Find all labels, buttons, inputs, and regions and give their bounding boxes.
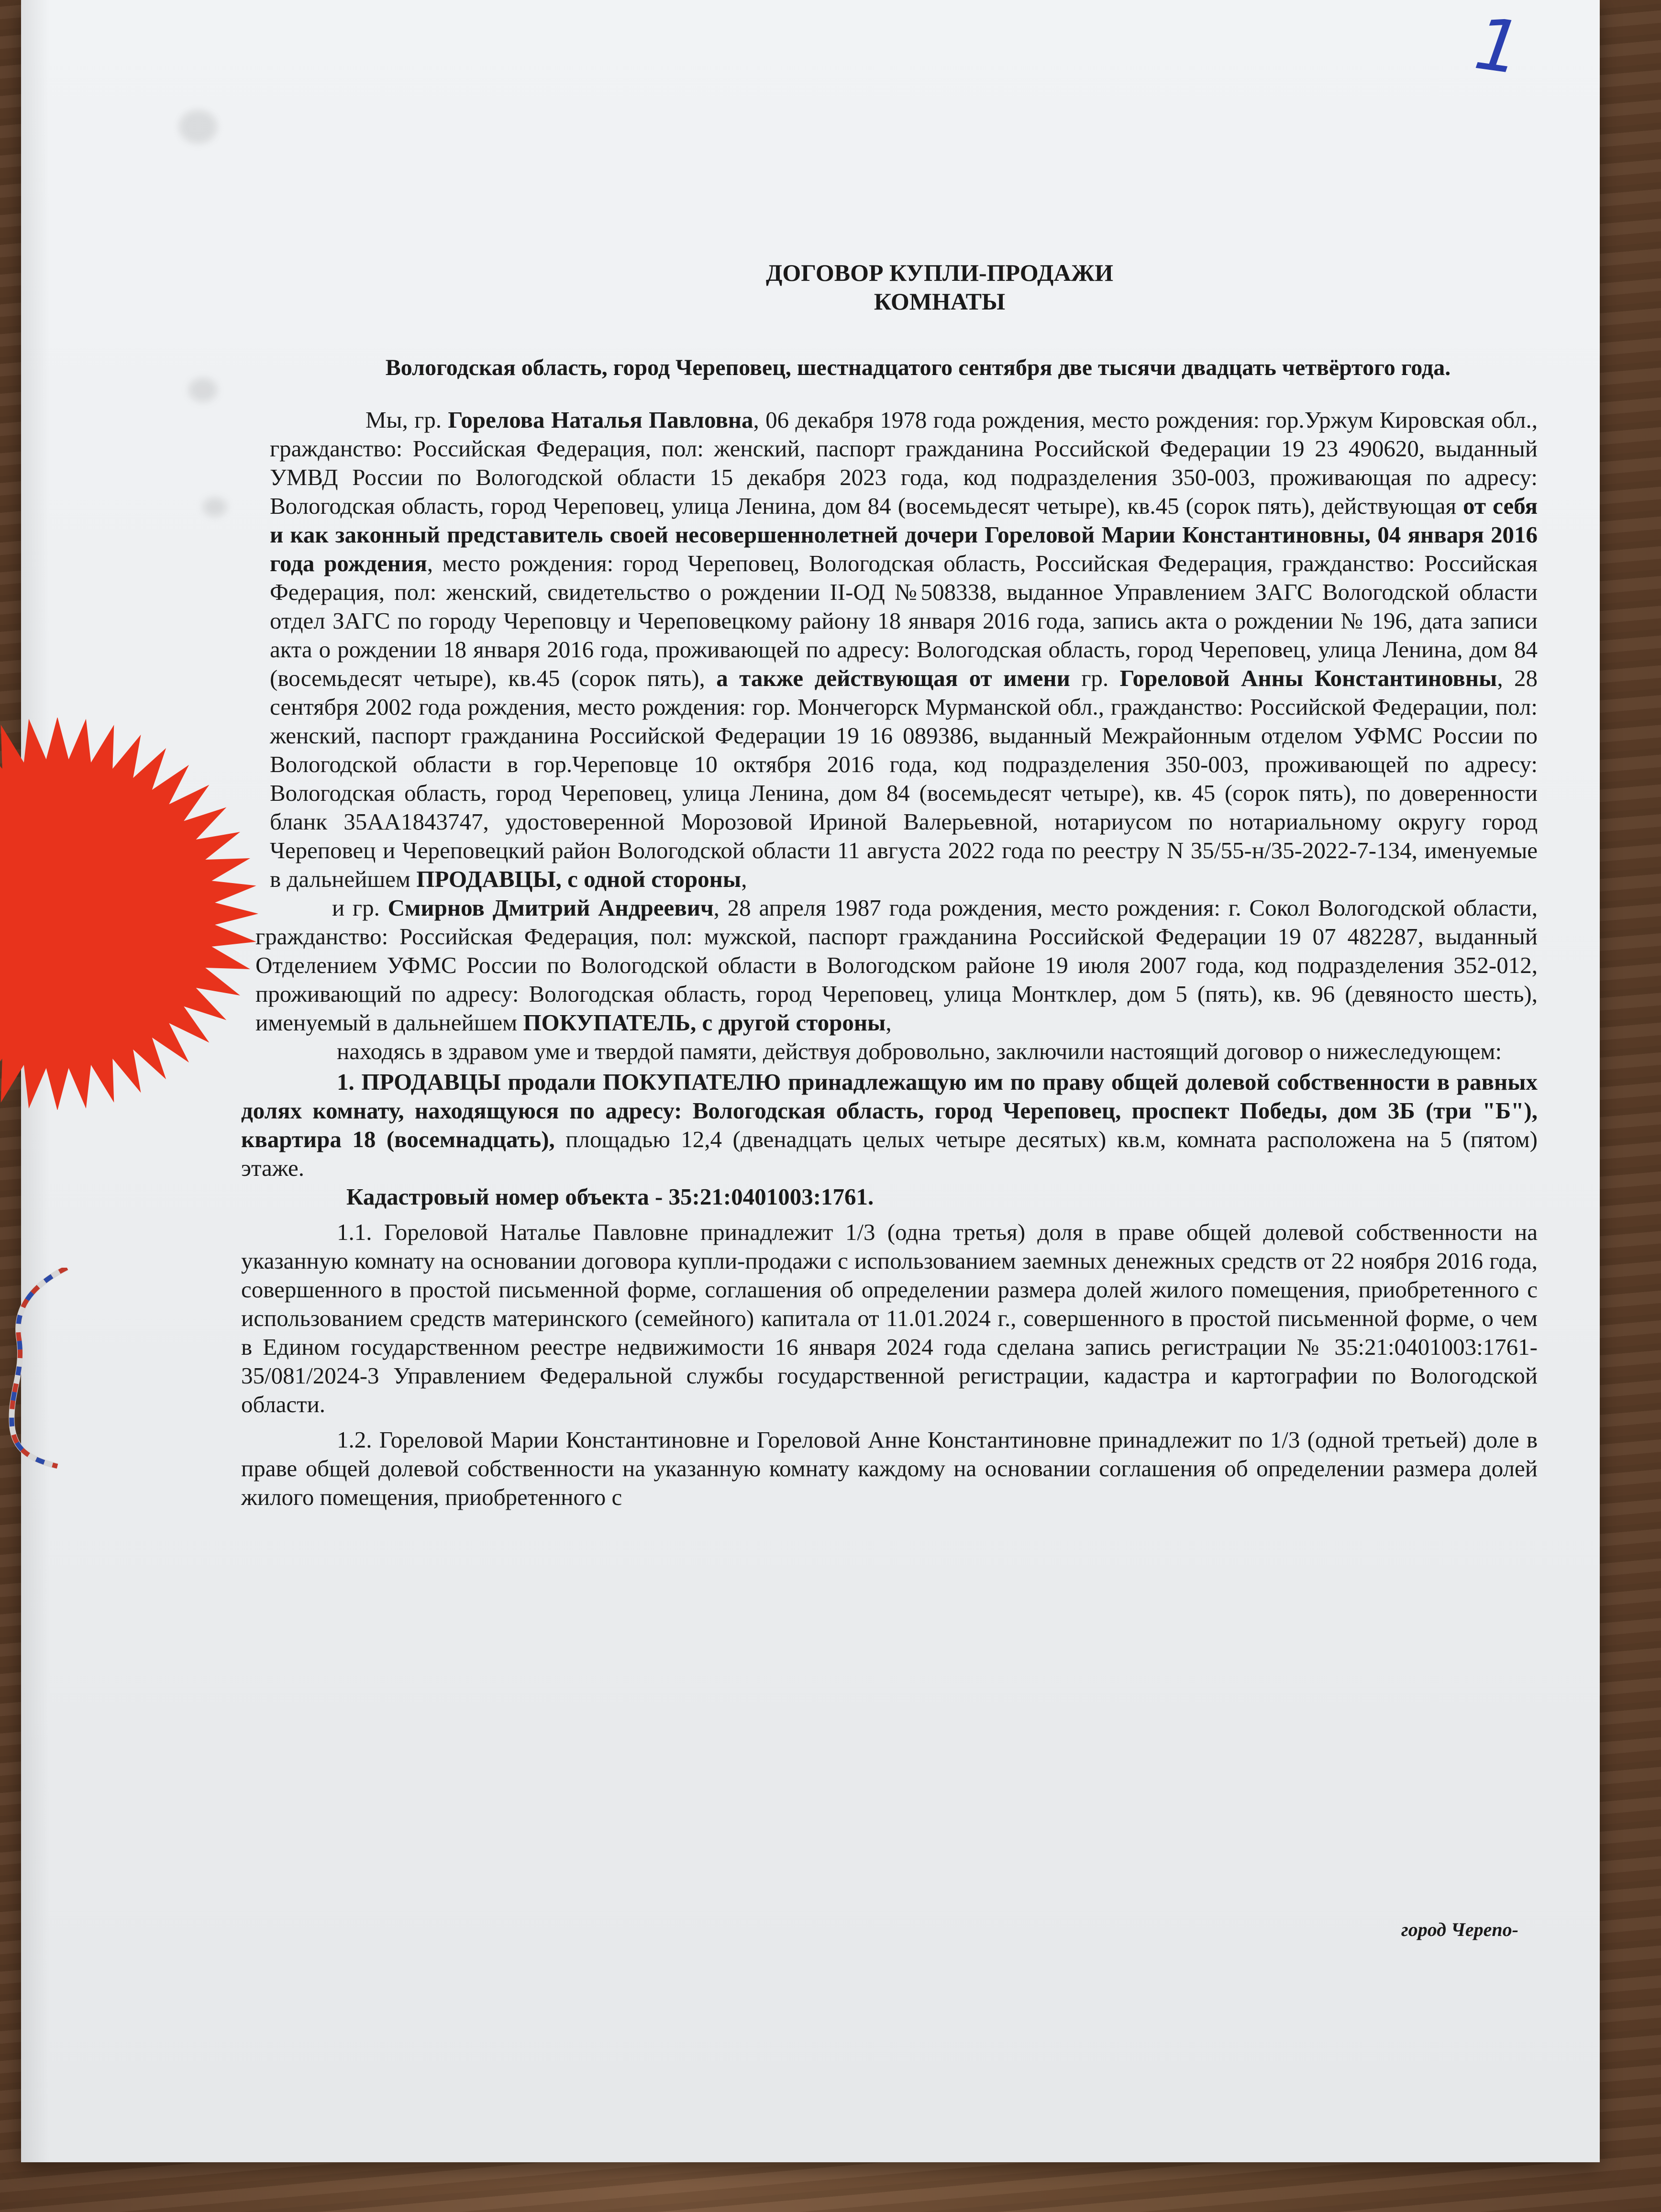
sellers-role: ПРОДАВЦЫ, с одной стороны: [416, 866, 742, 892]
text-run: гр.: [1070, 665, 1120, 691]
place-and-date: Вологодская область, город Череповец, шестнадцатого сентября две тысячи двадцать четвёртого года.: [385, 355, 1451, 380]
sellers-paragraph: [270, 406, 1538, 894]
clause-1-1: 1.1. Гореловой Наталье Павловне принадлежит 1/3 (одна третья) доля в праве общей долевой собственности на указанную комнату на основании договора купли-продажи с использованием заемных денежных средств от 22 ноября 2016 года, совершенного в простой письменной форме, соглашения об определении размера долей жилого помещения, приобретенного с использованием средств материнского (семейного) капитала от 11.01.2024 г., совершенного в простой письменной форме, о чем в Едином государственном реестре недвижимости 16 января 2024 года сделана запись регистрации № 35:21:0401003:1761-35/081/2024-3 Управлением Федеральной службы государственной регистрации, кадастра и картографии по Вологодской области.: [241, 1219, 1538, 1417]
clause-1-bold: 1. ПРОДАВЦЫ продали ПОКУПАТЕЛЮ принадлежащую им по праву общей долевой собственности в равных долях комнату, находящуюся по адресу: Вологодская область, город Череповец, проспект Победы, дом 3Б (три "Б"), квартира 18 (восемнадцать),: [241, 1069, 1538, 1152]
clause-1-2: 1.2. Гореловой Марии Константиновне и Гореловой Анне Константиновне принадлежит по 1/3 (одной третьей) доле в праве общей долевой собственности на указанную комнату каждому на основании соглашения об определении размера долей жилого помещения, приобретенного с: [241, 1427, 1538, 1510]
title-line-1: ДОГОВОР КУПЛИ-ПРОДАЖИ: [765, 259, 1114, 286]
text-run: и гр.: [332, 895, 388, 921]
text-run: ,: [886, 1009, 892, 1036]
text-run: ,: [741, 866, 747, 892]
title-line-2: КОМНАТЫ: [874, 288, 1006, 315]
document-body: [241, 258, 1538, 1512]
smudge: [203, 498, 227, 517]
representative-clause: от себя и как законный представитель своей несовершеннолетней дочери Гореловой Марии Константиновны, 04 января 2016 года рождения: [270, 493, 1538, 576]
agreement-paragraph: находясь в здравом уме и твердой памяти, действуя добровольно, заключили настоящий договор о нижеследующем:: [337, 1038, 1502, 1064]
document-title: [342, 258, 1538, 316]
red-seal-sticker-icon: [0, 718, 268, 1110]
buyer-role: ПОКУПАТЕЛЬ, с другой стороны: [523, 1009, 886, 1036]
text-run: , место рождения: город Череповец, Вологодская область, Российская Федерация, гражданство: Российская Федерация, пол: женский, свидетельство о рождении II-ОД №508338, выданное Управлением ЗАГС Вологодской области отдел ЗАГС по городу Череповцу и Череповецкому району 18 января 2016 года, запись акта о рождении № 196, дата записи акта о рождении 18 января 2016 года, проживающей по адресу: Вологодская область, город Череповец, улица Ленина, дом 84 (восемьдесят четыре), кв.45 (сорок пять),: [270, 550, 1538, 691]
binding-string-icon: [0, 1268, 72, 1469]
smudge: [188, 378, 217, 402]
buyer-name: Смирнов Дмитрий Андреевич: [388, 895, 714, 921]
proxy-clause: а также действующая от имени: [716, 665, 1070, 691]
text-run: , 06 декабря 1978 года рождения, место рождения: гор.Уржум Кировская обл., гражданство: Российская Федерация, пол: женский, паспорт гражданина Российской Федерации 19 23 490620, выданный УМВД России по Вологодской области 15 декабря 2023 года, код подразделения 350-003, проживающая по адресу: Вологодская область, город Череповец, улица Ленина, дом 84 (восемьдесят четыре), кв.45 (сорок пять), действующая: [270, 407, 1538, 519]
footer-continuation: город Черепо-: [1401, 1919, 1518, 1940]
text-run: , 28 сентября 2002 года рождения, место рождения: гор. Мончегорск Мурманской обл., гражданство: Российской Федерации, пол: женский, паспорт гражданина Российской Федерации 19 16 089386, выданный Межрайонным отделом УФМС России по Вологодской области в гор.Череповце 10 октября 2016 года, код подразделения 350-003, проживающей по адресу: Вологодская область, город Череповец, улица Ленина, дом 84 (восемьдесят четыре), кв. 45 (сорок пять), по доверенности бланк 35АА1843747, удостоверенной Морозовой Ириной Валерьевной, нотариусом по нотариальному округу город Череповец и Череповецкий район Вологодской области 11 августа 2022 года по реестру N 35/55-н/35-2022-7-134, именуемые в дальнейшем: [270, 665, 1538, 892]
cadastral-text: Кадастровый номер объекта - 35:21:0401003:1761.: [346, 1183, 874, 1210]
text-run: Мы, гр.: [365, 407, 448, 433]
handwritten-page-number: 1: [1470, 2, 1527, 91]
seller-name-2: Гореловой Анны Константиновны: [1119, 665, 1497, 691]
clause-1-area: площадью 12,4 (двенадцать целых четыре десятых) кв.м, комната расположена на 5 (пятом) этаже.: [241, 1126, 1538, 1181]
clause-1: [241, 1068, 1538, 1183]
seller-name: Горелова Наталья Павловна: [448, 407, 753, 433]
smudge: [179, 110, 217, 144]
text-run: , 28 апреля 1987 года рождения, место рождения: г. Сокол Вологодской области, гражданство: Российская Федерация, пол: мужской, паспорт гражданина Российской Федерации 19 07 482287, выданный Отделением УФМС России по Вологодской области в Вологодском районе 19 июля 2007 года, код подразделения 352-012, проживающий по адресу: Вологодская область, город Череповец, улица Монтклер, дом 5 (пять), кв. 96 (девяносто шесть), именуемый в дальнейшем: [255, 895, 1538, 1036]
buyer-paragraph: [255, 894, 1538, 1037]
cadastral-number: [241, 1183, 1538, 1211]
